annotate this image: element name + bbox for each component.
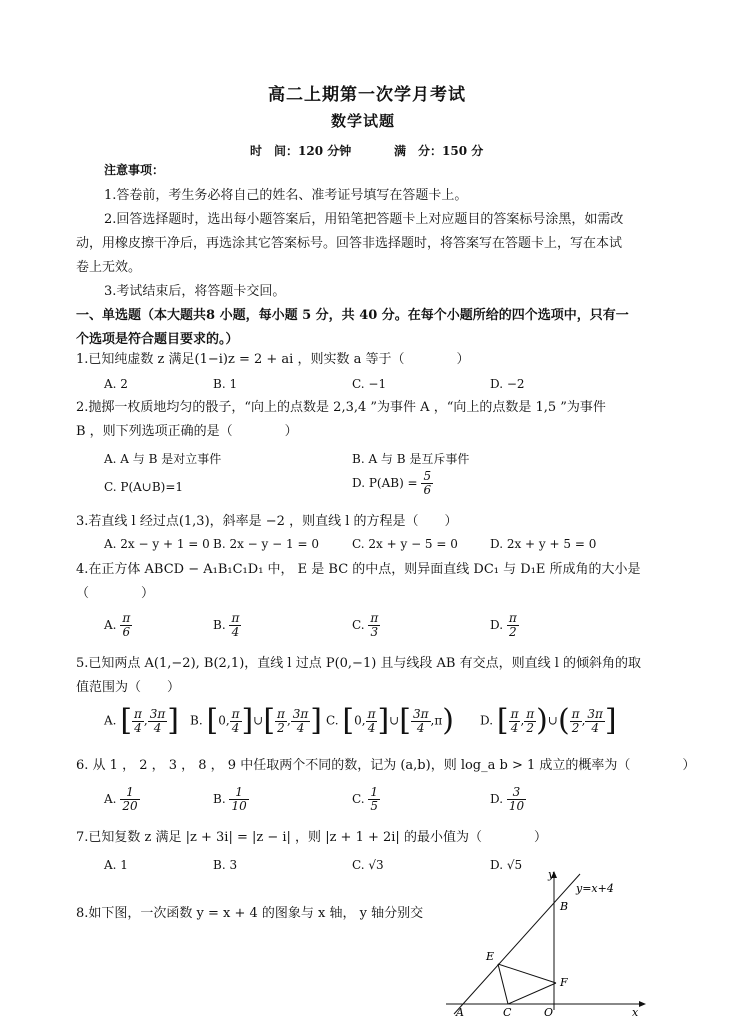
option-fraction [507,786,526,813]
interval-start: 0 [218,713,226,728]
union-symbol: ∪ [547,713,558,728]
notes-heading: 注意事项： [104,163,165,177]
fraction-denominator: 10 [231,799,247,813]
q2-line-1: 2.抛掷一枚质地均匀的骰子，“向上的点数是 2,3,4 ”为事件 A ，“向上的点数是 1,5 ”为事件 [76,400,606,415]
option-fraction [120,612,132,639]
point-c-label: C [503,1006,512,1018]
q8-stem: 8.如下图，一次函数 y = x + 4 的图象与 x 轴， y 轴分别交 [76,906,424,921]
fraction-numerator: 1 [370,785,379,799]
q1-stem: 1.已知纯虚数 z 满足(1−i)z = 2 + ai ，则实数 a 等于（ ） [76,352,470,367]
fraction-denominator: 4 [591,720,599,735]
q3-option-d: D. 2x + y + 5 = 0 [490,537,597,551]
bracket-close: ] [241,703,254,738]
option-fraction [585,708,605,735]
option-fraction [366,708,378,735]
option-label: B. [213,792,226,806]
section-1-line-2: 个选项是符合题目要求的。） [76,332,239,347]
fraction-numerator: 3π [412,706,429,721]
q2-option-d-prefix: D. P(AB) = [352,476,418,490]
option-label: C. [352,792,365,806]
q7-option-d: D. √5 [490,858,523,872]
fraction-numerator: π [571,706,580,721]
q4-option-a [104,612,132,639]
bracket-close: ] [604,703,617,738]
interval-end: π [434,713,443,728]
section-1-line-1: 一、单选题（本大题共8 小题，每小题 5 分，共 40 分。在每个小题所给的四个选项中，只有一 [76,308,629,323]
point-a-label: A [456,1006,464,1018]
fraction-numerator: π [122,611,131,625]
fraction-numerator: π [508,611,517,625]
q4-line-1: 4.在正方体 ABCD − A₁B₁C₁D₁ 中， E 是 BC 的中点，则异面直线 DC₁ 与 D₁E 所成角的大小是 [76,562,641,577]
fraction-numerator: π [231,611,240,625]
segment-ef [498,964,556,983]
q5-line-1: 5.已知两点 A(1,−2), B(2,1)，直线 l 过点 P(0,−1) 且与线段 AB 有交点，则直线 l 的倾斜角的取 [76,656,642,671]
fraction-numerator: 3π [587,706,603,721]
exam-subtitle: 数学试题 [331,112,396,130]
fraction-numerator: 5 [423,469,432,483]
q5-line-2: 值范围为（ ） [76,680,181,695]
option-fraction [230,708,242,735]
fraction-denominator: 4 [367,720,376,735]
bracket-close: ] [310,703,323,738]
bracket-close: ) [442,703,454,738]
fraction-denominator: 4 [231,720,240,735]
x-axis-label: x [632,1006,639,1018]
bracket-open: [ [496,703,509,738]
note-3: 3.考试结束后，将答题卡交回。 [104,284,286,299]
q4-line-2: （ ） [76,586,155,601]
fraction-denominator: 10 [508,799,525,813]
bracket-open: [ [399,703,411,738]
option-label: A. [104,713,117,728]
bracket-close: ] [377,703,390,738]
fraction-denominator: 4 [134,720,142,735]
fraction-numerator: 3π [292,706,309,721]
fraction-denominator: 5 [370,799,379,813]
q4-option-b [213,612,241,639]
line-label: y=x+4 [576,882,614,895]
q2-option-d [352,470,433,497]
option-fraction [509,708,521,735]
q6-option-d [490,786,526,813]
option-fraction [120,786,139,813]
q2-option-d-fraction [421,470,433,497]
q7-option-c: C. √3 [352,858,384,872]
q5-option-a: A. [ $\frac{\pi}{4}$ , $\frac{3\pi}{4}$ ] [104,703,179,738]
fraction-denominator: 20 [122,799,138,813]
note-2-line-3: 卷上无效。 [76,260,142,275]
score-label: 满 分：150 分 [394,144,484,158]
option-fraction [368,612,380,639]
q8-figure [436,868,656,1018]
bracket-open: [ [206,703,219,738]
fraction-numerator: π [277,706,285,721]
fraction-numerator: π [231,706,240,721]
option-fraction [368,786,380,813]
q2-option-c: C. P(A∪B)=1 [104,480,184,494]
fraction-numerator: 3π [149,706,166,721]
option-label: B. [213,618,226,632]
bracket-open: [ [120,703,133,738]
q7-stem: 7.已知复数 z 满足 |z + 3i| = |z − i| ，则 |z + 1 + 2i| 的最小值为（ ） [76,830,547,845]
option-label: D. [480,713,494,728]
option-fraction [132,708,144,735]
exam-title: 高二上期第一次学月考试 [268,85,466,105]
fraction-denominator: 4 [510,720,519,735]
q2-option-a: A. A 与 B 是对立事件 [104,452,222,466]
q2-option-b: B. A 与 B 是互斥事件 [352,452,470,466]
bracket-close: ) [536,703,548,738]
option-fraction [411,708,431,735]
q6-option-a [104,786,140,813]
union-symbol: ∪ [389,713,400,728]
fraction-denominator: 2 [526,720,535,735]
fraction-denominator: 4 [416,720,425,735]
q1-option-a: A. 2 [104,377,128,391]
option-fraction [524,708,536,735]
fraction-numerator: π [526,706,535,721]
q5-option-b: B. [0, $\frac{\pi}{4}$ ]∪[ $\frac{\pi}{2}$ , $\frac{3\pi}{4}$ ] [190,703,323,738]
option-label: A. [104,618,117,632]
union-symbol: ∪ [253,713,264,728]
segment-ec [498,964,508,1004]
q7-option-b: B. 3 [213,858,238,872]
option-label: C. [326,713,339,728]
fraction-numerator: π [370,611,379,625]
option-fraction [148,708,168,735]
option-label: B. [190,713,203,728]
fraction-numerator: 1 [126,785,134,799]
option-fraction [229,612,241,639]
q1-option-b: B. 1 [213,377,238,391]
fraction-denominator: 3 [370,625,379,639]
segment-cf [508,983,556,1004]
fraction-denominator: 4 [296,720,305,735]
option-fraction [570,708,582,735]
q3-option-b: B. 2x − y − 1 = 0 [213,537,319,551]
note-1: 1.答卷前，考生务必将自己的姓名、准考证号填写在答题卡上。 [104,188,468,203]
bracket-close: ] [167,703,179,738]
fraction-denominator: 6 [122,625,131,639]
point-e-label: E [486,950,495,963]
q4-option-d [490,612,519,639]
option-fraction [291,708,311,735]
option-label: D. [490,618,504,632]
fraction-numerator: π [367,706,376,721]
option-label: A. [104,792,117,806]
point-f-label: F [560,976,568,989]
fraction-numerator: 1 [235,785,243,799]
note-2-line-2: 动，用橡皮擦干净后，再选涂其它答案标号。回答非选择题时，将答案写在答题卡上，写在本试 [76,236,623,251]
fraction-denominator: 2 [277,720,285,735]
bracket-open: ( [557,703,570,738]
q6-option-c [352,786,380,813]
fraction-denominator: 4 [153,720,162,735]
q5-option-c: C. [0, $\frac{\pi}{4}$ ]∪[ $\frac{3\pi}{4}$ ,π) [326,703,454,738]
option-label: C. [352,618,365,632]
fraction-numerator: π [510,706,519,721]
q3-stem: 3.若直线 l 经过点(1,3)，斜率是 −2 ，则直线 l 的方程是（ ） [76,514,458,529]
note-2-line-1: 2.回答选择题时，选出每小题答案后，用铅笔把答题卡上对应题目的答案标号涂黑，如需改 [104,212,624,227]
point-b-label: B [560,900,569,913]
option-fraction [229,786,248,813]
fraction-denominator: 6 [423,483,432,497]
q6-option-b [213,786,249,813]
q4-option-c [352,612,380,639]
fraction-denominator: 2 [508,625,517,639]
option-fraction [275,708,287,735]
fraction-numerator: π [134,706,142,721]
bracket-open: [ [342,703,355,738]
q6-stem: 6. 从 1 ， 2 ， 3 ， 8 ， 9 中任取两个不同的数，记为 (a,b)，则 log_a b > 1 成立的概率为（ ） [76,758,696,773]
option-label: D. [490,792,504,806]
option-fraction [507,612,519,639]
q1-option-d: D. −2 [490,377,525,391]
q3-option-a: A. 2x − y + 1 = 0 [104,537,210,551]
fraction-denominator: 4 [231,625,240,639]
fraction-denominator: 2 [571,720,580,735]
interval-start: 0 [354,713,362,728]
function-line [454,874,580,1014]
bracket-open: [ [263,703,276,738]
q2-line-2: B ，则下列选项正确的是（ ） [76,424,298,439]
q7-option-a: A. 1 [104,858,128,872]
fraction-numerator: 3 [512,785,521,799]
time-label: 时 间：120 分钟 [250,144,352,158]
q3-option-c: C. 2x + y − 5 = 0 [352,537,458,551]
y-axis-label: y [548,868,555,881]
x-axis-arrow-icon [639,1001,646,1007]
origin-label: O [544,1006,554,1018]
q5-option-d: D. [ $\frac{\pi}{4}$ , $\frac{\pi}{2}$ )∪( $\frac{\pi}{2}$ , $\frac{3\pi}{4}$ ] [480,703,617,738]
q1-option-c: C. −1 [352,377,387,391]
